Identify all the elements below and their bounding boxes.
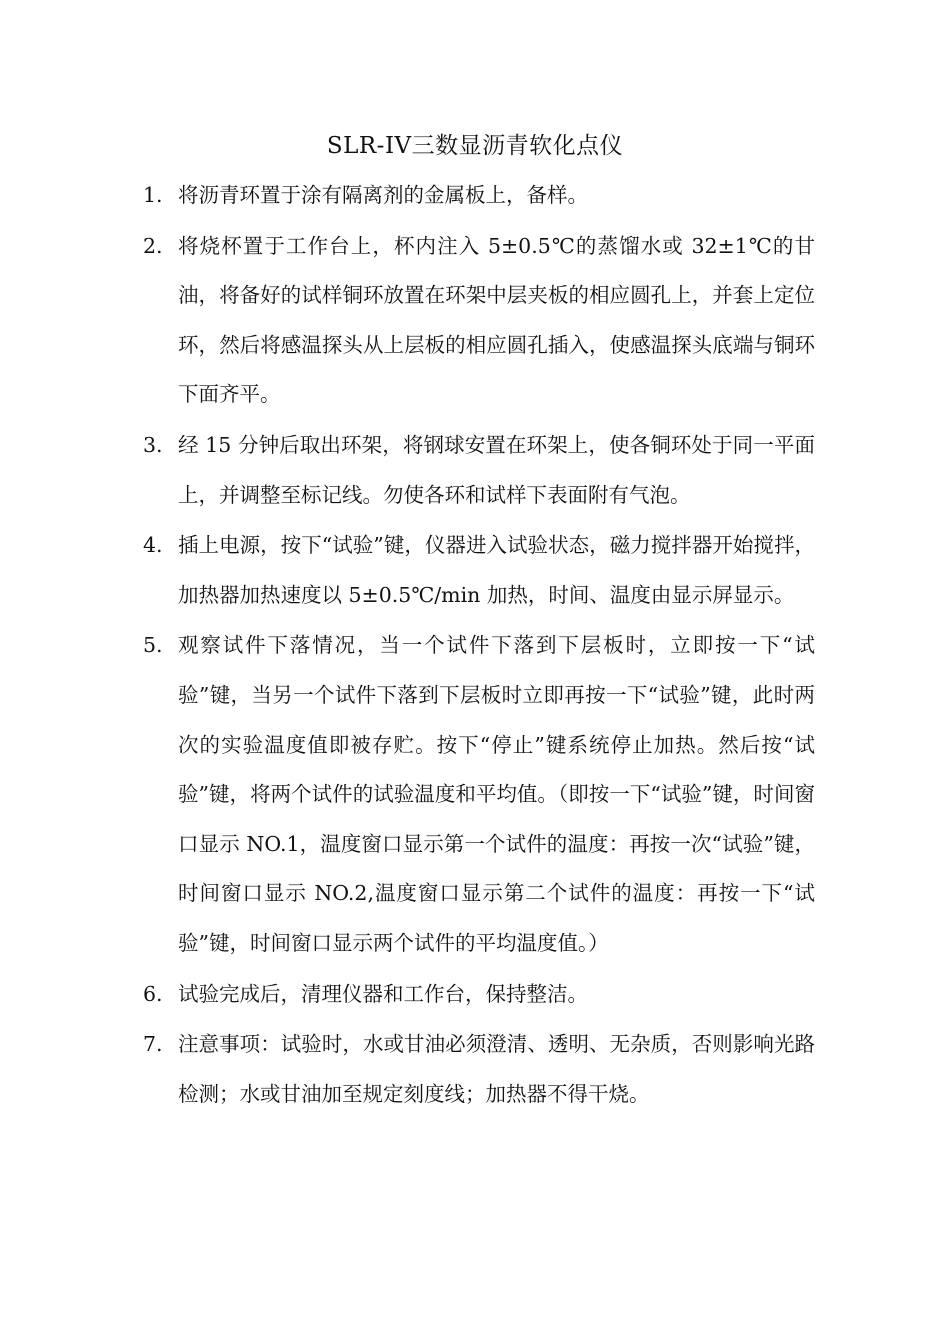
step-number: 6.	[143, 981, 163, 1006]
step-text: 经 15 分钟后取出环架，将钢球安置在环架上，使各铜环处于同一平面上，并调整至标记线。勿使各环和试样下表面附有气泡。	[178, 432, 815, 507]
list-item	[143, 970, 815, 1020]
list-item	[143, 421, 815, 520]
step-text: 将沥青环置于涂有隔离剂的金属板上，备样。	[178, 183, 588, 207]
step-number: 3.	[143, 432, 163, 457]
list-item	[143, 1020, 815, 1119]
step-text: 观察试件下落情况，当一个试件下落到下层板时，立即按一下“试验”键，当另一个试件下落到下层板时立即再按一下“试验”键，此时两次的实验温度值即被存贮。按下“停止”键系统停止加热。然后按“试验”键，将两个试件的试验温度和平均值。（即按一下“试验”键，时间窗口显示 NO.1，温度窗口显示第一个试件的温度：再按一次“试验”键，时间窗口显示 NO.2,温度窗口显示第二个试件的温度：再按一下“试验”键，时间窗口显示两个试件的平均温度值。）	[178, 633, 815, 955]
step-text: 试验完成后，清理仪器和工作台，保持整洁。	[178, 981, 588, 1006]
list-item	[143, 521, 815, 620]
list-item	[143, 171, 815, 221]
step-number: 7.	[143, 1032, 163, 1057]
step-number: 5.	[143, 633, 163, 658]
list-item	[143, 621, 815, 968]
document-title: SLR-IV三数显沥青软化点仪	[326, 133, 624, 159]
step-text: 插上电源，按下“试验”键，仪器进入试验状态，磁力搅拌器开始搅拌，加热器加热速度以 5±0.5℃/min 加热，时间、温度由显示屏显示。	[178, 533, 815, 607]
steps-list	[143, 171, 815, 1120]
list-item	[143, 222, 815, 420]
step-number: 2.	[143, 233, 163, 258]
step-number: 4.	[143, 533, 163, 558]
step-text: 注意事项：试验时，水或甘油必须澄清、透明、无杂质，否则影响光路检测；水或甘油加至规定刻度线；加热器不得干烧。	[178, 1032, 815, 1106]
step-text: 将烧杯置于工作台上，杯内注入 5±0.5℃的蒸馏水或 32±1℃的甘油，将备好的试样铜环放置在环架中层夹板的相应圆孔上，并套上定位环，然后将感温探头从上层板的相应圆孔插入，使感温探头底端与铜环下面齐平。	[178, 233, 815, 407]
step-number: 1.	[143, 183, 163, 207]
